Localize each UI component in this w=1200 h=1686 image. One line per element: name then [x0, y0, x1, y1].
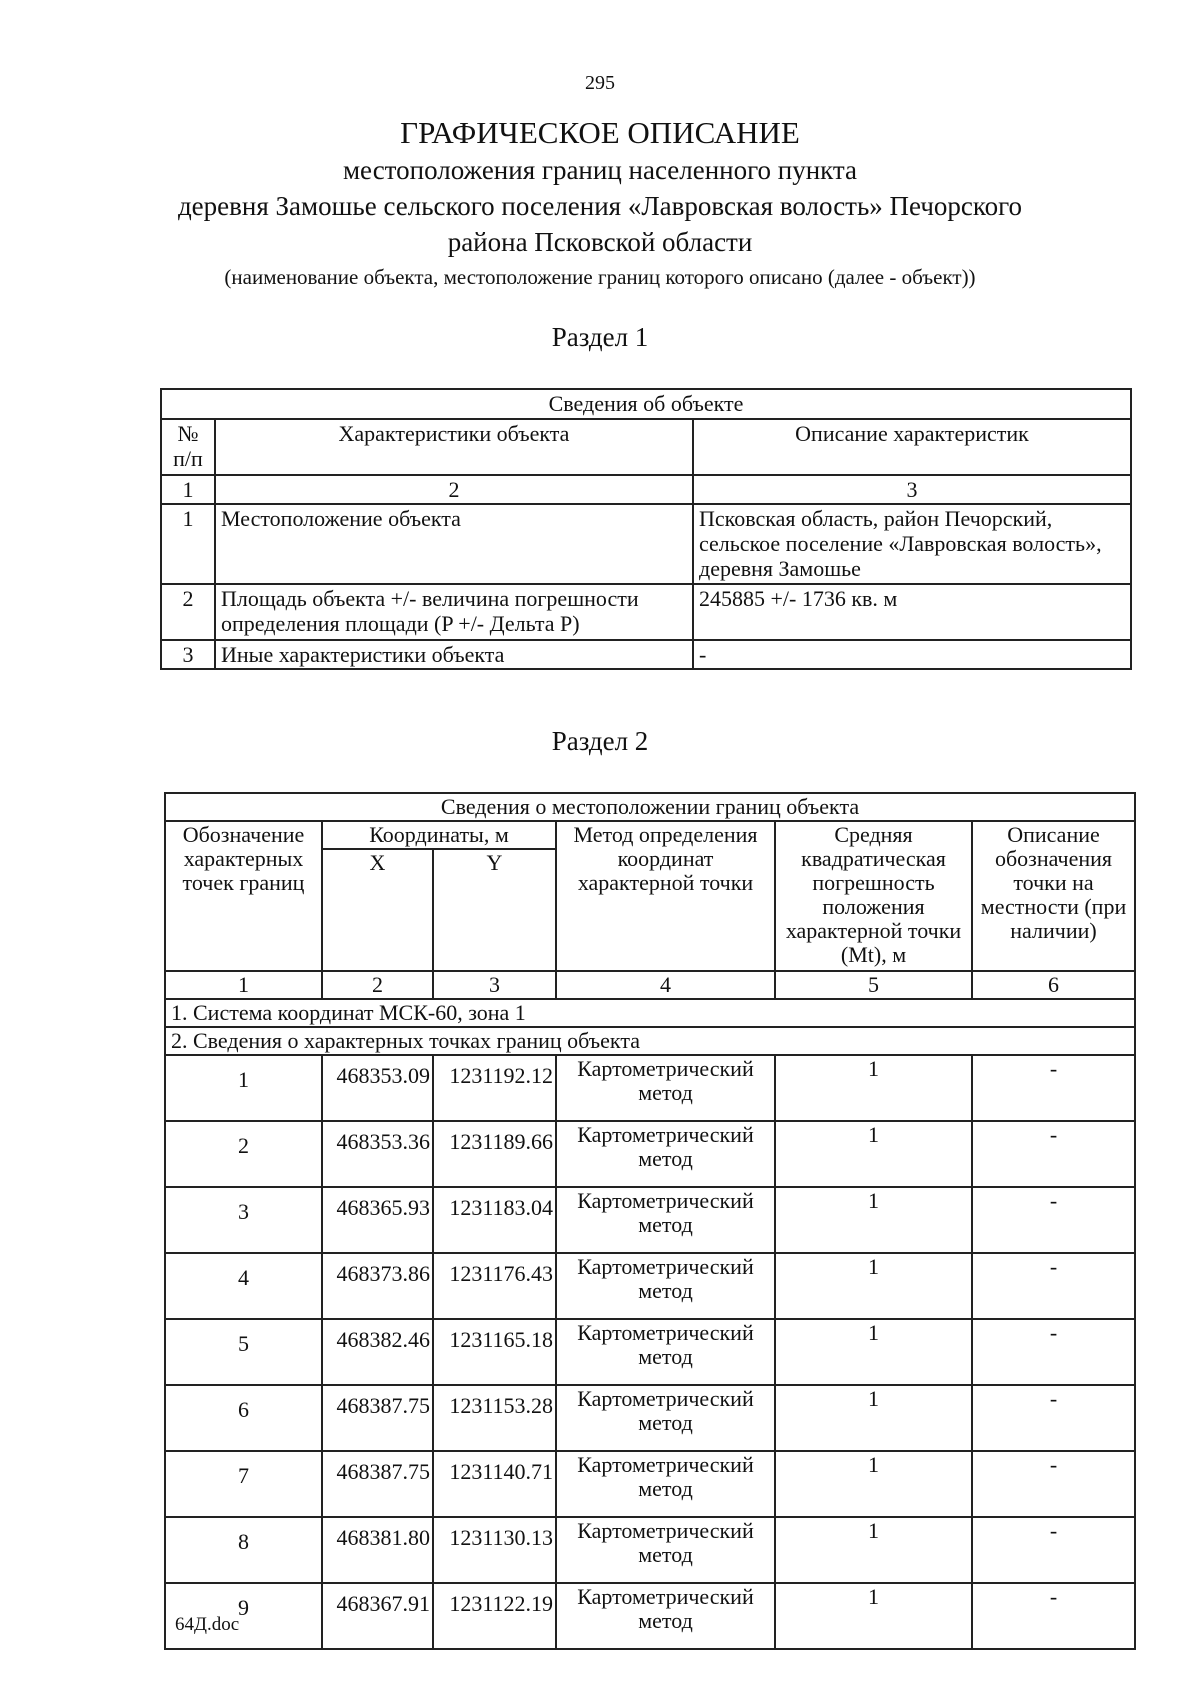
table-row	[161, 584, 1131, 640]
point-id: 3	[165, 1187, 322, 1253]
point-description: -	[972, 1517, 1135, 1583]
point-accuracy: 1	[775, 1583, 972, 1649]
table-row	[161, 640, 1131, 669]
header-characteristics: Характеристики объекта	[215, 419, 693, 475]
point-method: Картометрический метод	[556, 1517, 775, 1583]
point-method: Картометрический метод	[556, 1055, 775, 1121]
point-accuracy: 1	[775, 1517, 972, 1583]
row-number: 3	[161, 640, 215, 669]
table-row	[165, 1385, 1135, 1451]
column-number-1: 1	[165, 971, 322, 999]
point-method: Картометрический метод	[556, 1451, 775, 1517]
table-row	[165, 1055, 1135, 1121]
point-id: 4	[165, 1253, 322, 1319]
coordinate-system: 1. Система координат МСК-60, зона 1	[165, 999, 1135, 1027]
table-row	[165, 1319, 1135, 1385]
header-method: Метод определения координат характерной точки	[556, 821, 775, 971]
header-point-description: Описание обозначения точки на местности (при наличии)	[972, 821, 1135, 971]
table-row	[165, 1517, 1135, 1583]
row-value: -	[693, 640, 1131, 669]
point-method: Картометрический метод	[556, 1583, 775, 1649]
row-characteristic: Площадь объекта +/- величина погрешности определения площади (P +/- Дельта P)	[215, 584, 693, 640]
object-info-table	[160, 388, 1132, 670]
document-title: ГРАФИЧЕСКОЕ ОПИСАНИЕ	[400, 115, 800, 150]
point-x: 468353.09	[322, 1055, 433, 1121]
point-y: 1231153.28	[433, 1385, 556, 1451]
point-method: Картометрический метод	[556, 1187, 775, 1253]
table-row	[165, 1187, 1135, 1253]
point-accuracy: 1	[775, 1319, 972, 1385]
point-accuracy: 1	[775, 1121, 972, 1187]
point-id: 5	[165, 1319, 322, 1385]
point-y: 1231122.19	[433, 1583, 556, 1649]
point-description: -	[972, 1055, 1135, 1121]
point-x: 468387.75	[322, 1385, 433, 1451]
subtitle-line-3: района Псковской области	[447, 227, 753, 257]
point-id: 7	[165, 1451, 322, 1517]
header-coordinates: Координаты, м	[322, 821, 556, 849]
object-info-table-title: Сведения об объекте	[161, 389, 1131, 419]
row-value: 245885 +/- 1736 кв. м	[693, 584, 1131, 640]
point-accuracy: 1	[775, 1187, 972, 1253]
point-description: -	[972, 1121, 1135, 1187]
point-y: 1231176.43	[433, 1253, 556, 1319]
table-row	[165, 1583, 1135, 1649]
row-characteristic: Иные характеристики объекта	[215, 640, 693, 669]
point-id: 6	[165, 1385, 322, 1451]
column-number-4: 4	[556, 971, 775, 999]
header-designation: Обозначение характерных точек границ	[165, 821, 322, 971]
point-method: Картометрический метод	[556, 1319, 775, 1385]
row-characteristic: Местоположение объекта	[215, 504, 693, 584]
point-y: 1231189.66	[433, 1121, 556, 1187]
table-row	[165, 1451, 1135, 1517]
section-1-heading: Раздел 1	[551, 322, 649, 352]
footer-filename: 64Д.doc	[175, 1614, 240, 1635]
point-id: 8	[165, 1517, 322, 1583]
subtitle-line-1: местоположения границ населенного пункта	[342, 155, 858, 185]
point-id: 1	[165, 1055, 322, 1121]
point-description: -	[972, 1253, 1135, 1319]
column-number-3: 3	[433, 971, 556, 999]
point-description: -	[972, 1187, 1135, 1253]
point-accuracy: 1	[775, 1451, 972, 1517]
point-id: 9	[165, 1583, 322, 1649]
page-number: 295	[585, 72, 615, 94]
point-method: Картометрический метод	[556, 1253, 775, 1319]
boundary-points-table-title: Сведения о местоположении границ объекта	[165, 793, 1135, 821]
point-accuracy: 1	[775, 1385, 972, 1451]
column-number-2: 2	[215, 475, 693, 504]
point-method: Картометрический метод	[556, 1385, 775, 1451]
points-heading: 2. Сведения о характерных точках границ объекта	[165, 1027, 1135, 1055]
point-x: 468387.75	[322, 1451, 433, 1517]
point-description: -	[972, 1451, 1135, 1517]
row-number: 2	[161, 584, 215, 640]
point-x: 468365.93	[322, 1187, 433, 1253]
point-accuracy: 1	[775, 1055, 972, 1121]
row-number: 1	[161, 504, 215, 584]
point-y: 1231192.12	[433, 1055, 556, 1121]
column-number-5: 5	[775, 971, 972, 999]
point-x: 468353.36	[322, 1121, 433, 1187]
header-y: Y	[433, 849, 556, 971]
point-id: 2	[165, 1121, 322, 1187]
point-y: 1231130.13	[433, 1517, 556, 1583]
point-method: Картометрический метод	[556, 1121, 775, 1187]
title-block	[60, 114, 1140, 292]
point-y: 1231140.71	[433, 1451, 556, 1517]
point-accuracy: 1	[775, 1253, 972, 1319]
point-x: 468381.80	[322, 1517, 433, 1583]
point-x: 468373.86	[322, 1253, 433, 1319]
point-description: -	[972, 1319, 1135, 1385]
point-y: 1231165.18	[433, 1319, 556, 1385]
table-row	[165, 1253, 1135, 1319]
header-x: X	[322, 849, 433, 971]
point-x: 468382.46	[322, 1319, 433, 1385]
column-number-6: 6	[972, 971, 1135, 999]
point-x: 468367.91	[322, 1583, 433, 1649]
column-number-2: 2	[322, 971, 433, 999]
boundary-points-table	[164, 792, 1136, 1650]
column-number-1: 1	[161, 475, 215, 504]
header-number: № п/п	[161, 419, 215, 475]
point-y: 1231183.04	[433, 1187, 556, 1253]
point-description: -	[972, 1385, 1135, 1451]
table-row	[165, 1121, 1135, 1187]
table-row	[161, 504, 1131, 584]
section-2-heading: Раздел 2	[551, 726, 649, 756]
point-description: -	[972, 1583, 1135, 1649]
header-accuracy: Средняя квадратическая погрешность положения характерной точки (Mt), м	[775, 821, 972, 971]
row-value: Псковская область, район Печорский, сельское поселение «Лавровская волость», деревня Замошье	[693, 504, 1131, 584]
subtitle-note: (наименование объекта, местоположение границ которого описано (далее - объект))	[224, 265, 976, 289]
header-description: Описание характеристик	[693, 419, 1131, 475]
column-number-3: 3	[693, 475, 1131, 504]
subtitle-line-2: деревня Замошье сельского поселения «Лавровская волость» Печорского	[177, 191, 1023, 221]
